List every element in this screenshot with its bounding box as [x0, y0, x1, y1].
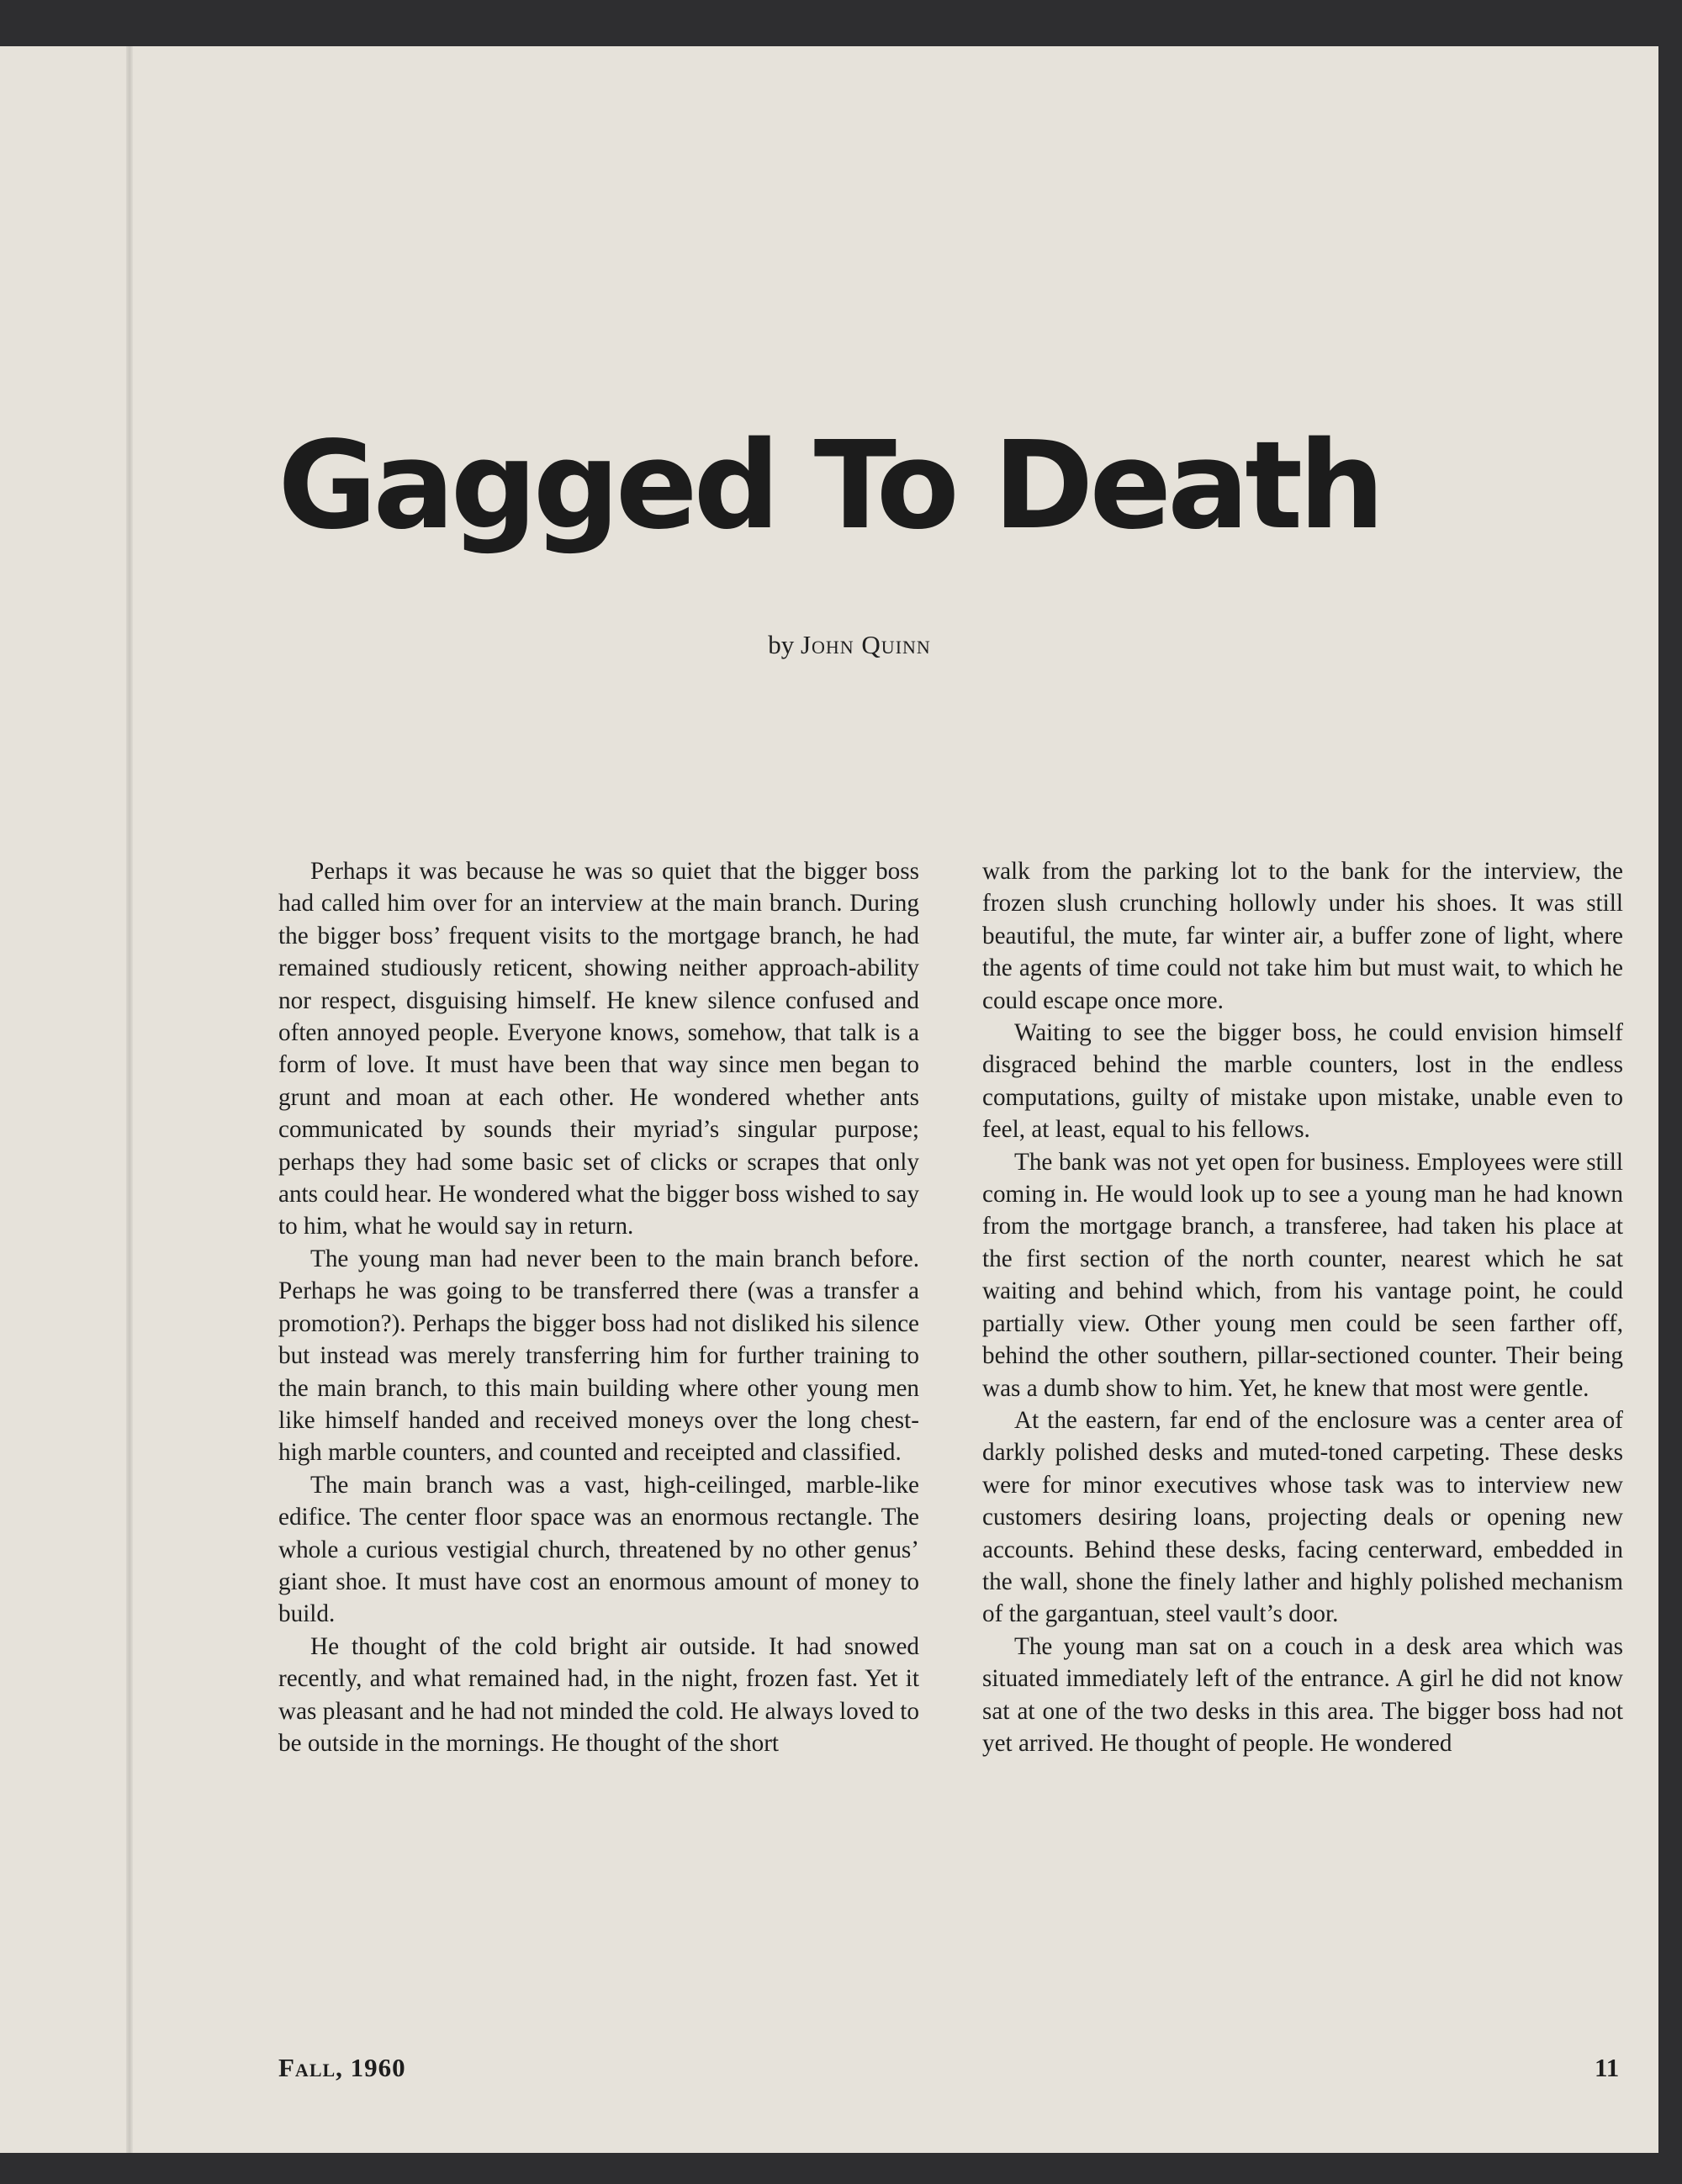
right-column — [982, 855, 1623, 1759]
binding-fold — [126, 46, 133, 2153]
left-column — [278, 855, 919, 1759]
magazine-page — [0, 46, 1658, 2153]
paragraph: The young man had never been to the main branch before. Perhaps he was going to be transferred there (was a transfer a promotion?). Perhaps the bigger boss had not disliked his silence but instead was merely transferring him for further training to the main branch, to this main building where other young men like himself handed and received moneys over the long chest-high marble counters, and counted and receipted and classified. — [278, 1245, 919, 1467]
paragraph: The bank was not yet open for business. Employees were still coming in. He would look up to see a young man he had known from the mortgage branch, a transferee, had taken his place at the first section of the north counter, nearest which he sat waiting and behind which, from his vantage point, he could partially view. Other young men could be seen farther off, behind the other southern, pillar-sectioned counter. Their being was a dumb show to him. Yet, he knew that most were gentle. — [982, 1148, 1623, 1402]
author-name: John Quinn — [800, 630, 931, 659]
byline-prefix: by — [768, 630, 795, 659]
paragraph: Waiting to see the bigger boss, he could envision himself disgraced behind the marble counters, lost in the endless computations, guilty of mistake upon mistake, unable even to feel, at least, equal to his fellows. — [982, 1019, 1623, 1144]
paragraph: The main branch was a vast, high-ceilinged, marble-like edifice. The center floor space was an enormous rectangle. The whole a curious vestigial church, threatened by no other genus’ giant shoe. It must have cost an enormous amount of money to build. — [278, 1471, 919, 1628]
page-number: 11 — [1595, 2053, 1620, 2082]
issue-date: Fall, 1960 — [278, 2053, 406, 2082]
paragraph: Perhaps it was because he was so quiet that the bigger boss had called him over for an interview at the main branch. During the bigger boss’ frequent visits to the mortgage branch, he had remained studiously reticent, showing neither approach-ability nor respect, disguising himself. He knew silence confused and often annoyed people. Everyone knows, somehow, that talk is a form of love. It must have been that way since men began to grunt and moan at each other. He wondered whether ants communicated by sounds their myriad’s singular purpose; perhaps they had some basic set of clicks or scrapes that only ants could hear. He wondered what the bigger boss wished to say to him, what he would say in return. — [278, 858, 919, 1240]
paragraph: At the eastern, far end of the enclosure was a center area of darkly polished desks and muted-toned carpeting. These desks were for minor executives whose task was to interview new customers desiring loans, projecting deals or opening new accounts. Behind these desks, facing centerward, embedded in the wall, shone the finely lather and highly polished mechanism of the gargantuan, steel vault’s door. — [982, 1406, 1623, 1628]
byline — [0, 630, 1682, 660]
paragraph: The young man sat on a couch in a desk area which was situated immediately left of the entrance. A girl he did not know sat at one of the two desks in this area. The bigger boss had not yet arrived. He thought of people. He wondered — [982, 1632, 1623, 1757]
paragraph-continuation: walk from the parking lot to the bank for the interview, the frozen slush crunching hollowly under his shoes. It was still beautiful, the mute, far winter air, a buffer zone of light, where the agents of time could not take him but must wait, to which he could escape once more. — [982, 858, 1623, 1014]
article-title: Gagged To Death — [278, 415, 1381, 556]
paragraph: He thought of the cold bright air outside. It had snowed recently, and what remained had, in the night, frozen fast. Yet it was pleasant and he had not minded the cold. He always loved to be outside in the mornings. He thought of the short — [278, 1632, 919, 1757]
